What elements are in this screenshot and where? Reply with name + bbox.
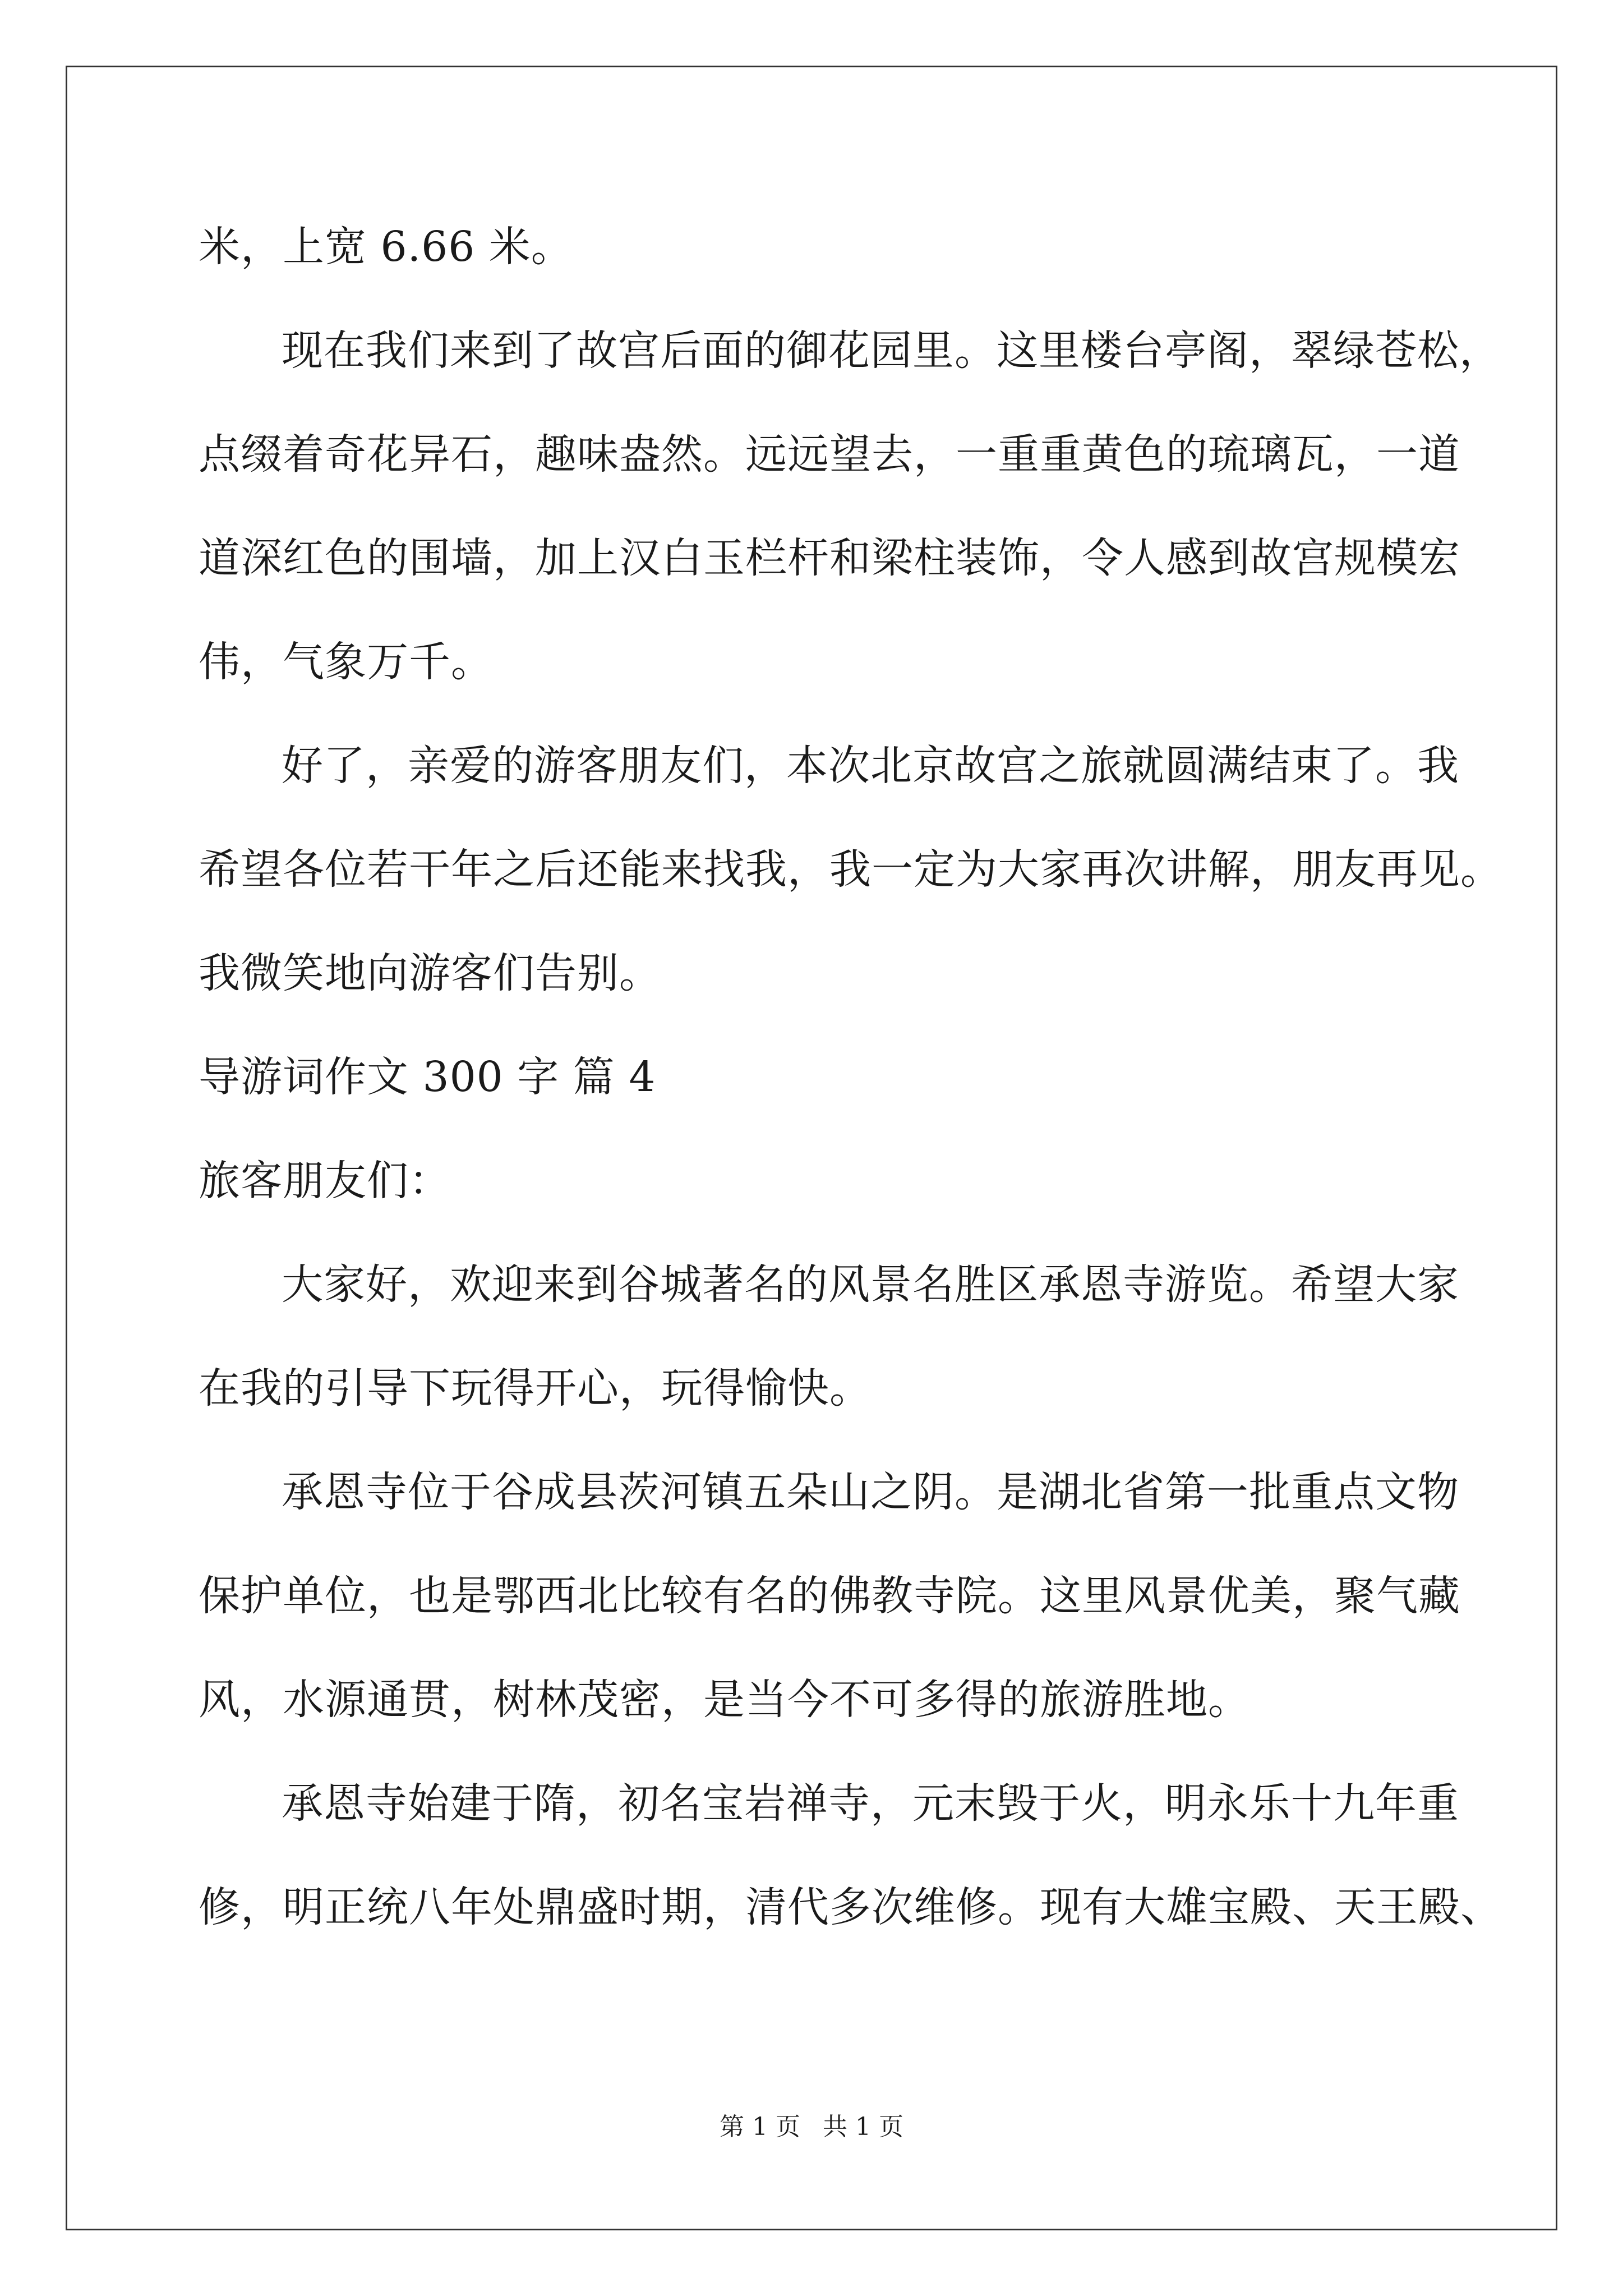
text-line: 修，明正统八年处鼎盛时期，清代多次维修。现有大雄宝殿、天王殿、 [199,1883,1502,1931]
text-line: 风，水源通贯，树林茂密，是当今不可多得的旅游胜地。 [199,1676,1250,1724]
text-line: 现在我们来到了故宫后面的御花园里。这里楼台亭阁，翠绿苍松， [282,326,1501,375]
text-line: 好了，亲爱的游客朋友们，本次北京故宫之旅就圆满结束了。我 [282,742,1459,790]
text-line: 米，上宽 6.66 米。 [199,223,573,271]
page-footer [0,2110,1623,2144]
text-line: 大家好，欢迎来到谷城著名的风景名胜区承恩寺游览。希望大家 [282,1260,1459,1309]
text-line: 保护单位，也是鄂西北比较有名的佛教寺院。这里风景优美，聚气藏 [199,1572,1460,1620]
text-line: 我微笑地向游客们告别。 [199,949,661,997]
document-body [199,216,1502,1980]
section-heading: 导游词作文 300 字 篇 4 [199,1053,656,1101]
text-line: 道深红色的围墙，加上汉白玉栏杆和梁柱装饰，令人感到故宫规模宏 [199,534,1460,582]
total-pages: 共 1 页 [823,2113,903,2141]
text-line: 在我的引导下玩得开心，玩得愉快。 [199,1364,872,1412]
text-line: 希望各位若干年之后还能来找我，我一定为大家再次讲解，朋友再见。 [199,845,1502,894]
text-line: 承恩寺位于谷成县茨河镇五朵山之阴。是湖北省第一批重点文物 [282,1468,1459,1516]
salutation: 旅客朋友们： [199,1157,451,1205]
page-number: 第 1 页 [720,2113,800,2141]
text-line: 点缀着奇花异石，趣味盎然。远远望去，一重重黄色的琉璃瓦，一道 [199,430,1460,478]
text-line: 承恩寺始建于隋，初名宝岩禅寺，元末毁于火，明永乐十九年重 [282,1779,1459,1828]
text-line: 伟，气象万千。 [199,638,493,686]
